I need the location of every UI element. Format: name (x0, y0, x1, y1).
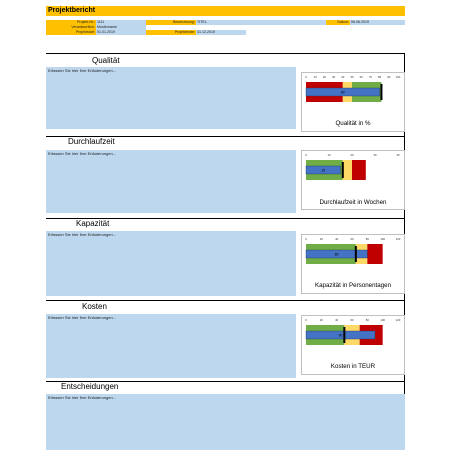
end-value[interactable]: 31.12.2019 (196, 30, 246, 35)
section-notes-capacity[interactable] (46, 231, 296, 296)
section-notes-lead-time[interactable] (46, 150, 296, 213)
section-divider (46, 53, 405, 54)
date-spacer (296, 20, 326, 25)
target-marker (342, 162, 344, 178)
designation-value[interactable]: TITEL (196, 20, 296, 25)
tick-label: 50 (350, 75, 354, 79)
section-title-decisions: Entscheidungen (61, 382, 119, 391)
value-label: 90 (338, 333, 343, 338)
section-title-lead-time: Durchlaufzeit (68, 137, 115, 146)
end-label: Projektende: (146, 30, 196, 35)
value-label: 80 (340, 90, 345, 95)
designation-label: Bezeichnung: (146, 20, 196, 25)
chart-capacity (301, 234, 405, 294)
tick-label: 40 (335, 237, 339, 241)
tick-label: 100 (380, 237, 386, 241)
start-value[interactable]: 01.01.2019 (96, 30, 146, 35)
tick-label: 20 (350, 153, 354, 157)
tick-label: 60 (359, 75, 363, 79)
tick-label: 20 (319, 237, 323, 241)
tick-label: 60 (350, 318, 354, 322)
tick-label: 40 (341, 75, 345, 79)
report-page (46, 6, 405, 450)
tick-label: 20 (319, 318, 323, 322)
target-marker (343, 327, 345, 343)
target-marker (355, 246, 357, 262)
responsible-value[interactable]: Mustername (96, 25, 146, 30)
notes-hint: Erfassen Sie hier Ihre Erläuterungen... (48, 232, 117, 237)
chart-title: Durchlaufzeit in Wochen (319, 199, 387, 206)
tick-label: 80 (378, 75, 382, 79)
tick-label: 120 (395, 318, 401, 322)
section-divider (46, 300, 405, 301)
date-value[interactable]: 06.06.2019 (350, 20, 405, 25)
tick-label: 20 (322, 75, 326, 79)
tick-label: 0 (305, 153, 307, 157)
tick-label: 80 (365, 318, 369, 322)
chart-quality (301, 72, 405, 132)
band-red (352, 160, 366, 180)
tick-label: 0 (305, 237, 307, 241)
notes-hint: Erfassen Sie hier Ihre Erläuterungen... (48, 68, 117, 73)
project-no-value[interactable]: 1111 (96, 20, 146, 25)
tick-label: 120 (395, 237, 401, 241)
tick-label: 30 (373, 153, 377, 157)
notes-hint: Erfassen Sie hier Ihre Erläuterungen... (48, 315, 117, 320)
tick-label: 0 (305, 75, 307, 79)
section-title-costs: Kosten (82, 302, 107, 311)
section-notes-costs[interactable] (46, 314, 296, 378)
tick-label: 100 (395, 75, 401, 79)
tick-label: 90 (387, 75, 391, 79)
tick-label: 10 (313, 75, 317, 79)
section-notes-quality[interactable] (46, 67, 296, 129)
report-header (46, 6, 405, 16)
chart-title: Kosten in TEUR (330, 363, 376, 370)
tick-label: 10 (327, 153, 331, 157)
notes-hint: Erfassen Sie hier Ihre Erläuterungen... (48, 151, 117, 156)
tick-label: 30 (332, 75, 336, 79)
band-red (367, 244, 382, 264)
band-yellow (343, 160, 352, 180)
section-title-capacity: Kapazität (76, 219, 110, 228)
tick-label: 100 (380, 318, 386, 322)
section-notes-decisions[interactable] (46, 394, 405, 450)
target-marker (380, 84, 382, 100)
tick-label: 80 (365, 237, 369, 241)
section-title-quality: Qualität (92, 56, 120, 65)
start-label: Projektstart: (46, 30, 96, 35)
tick-label: 70 (368, 75, 372, 79)
tick-label: 40 (396, 153, 400, 157)
responsible-label: Verantwortlich: (46, 25, 96, 30)
report-title: Projektbericht (48, 7, 96, 14)
chart-costs (301, 315, 405, 375)
tick-label: 60 (350, 237, 354, 241)
tick-label: 0 (305, 318, 307, 322)
notes-hint: Erfassen Sie hier Ihre Erläuterungen... (48, 395, 117, 400)
tick-label: 40 (335, 318, 339, 322)
value-label: 15 (321, 168, 326, 173)
chart-title: Qualität in % (335, 120, 371, 127)
date-label: Datum: (326, 20, 350, 25)
project-no-label: Projekt-Nr.: (46, 20, 96, 25)
chart-lead-time (301, 150, 405, 210)
value-label: 80 (334, 252, 339, 257)
chart-title: Kapazität in Personentagen (314, 282, 392, 289)
